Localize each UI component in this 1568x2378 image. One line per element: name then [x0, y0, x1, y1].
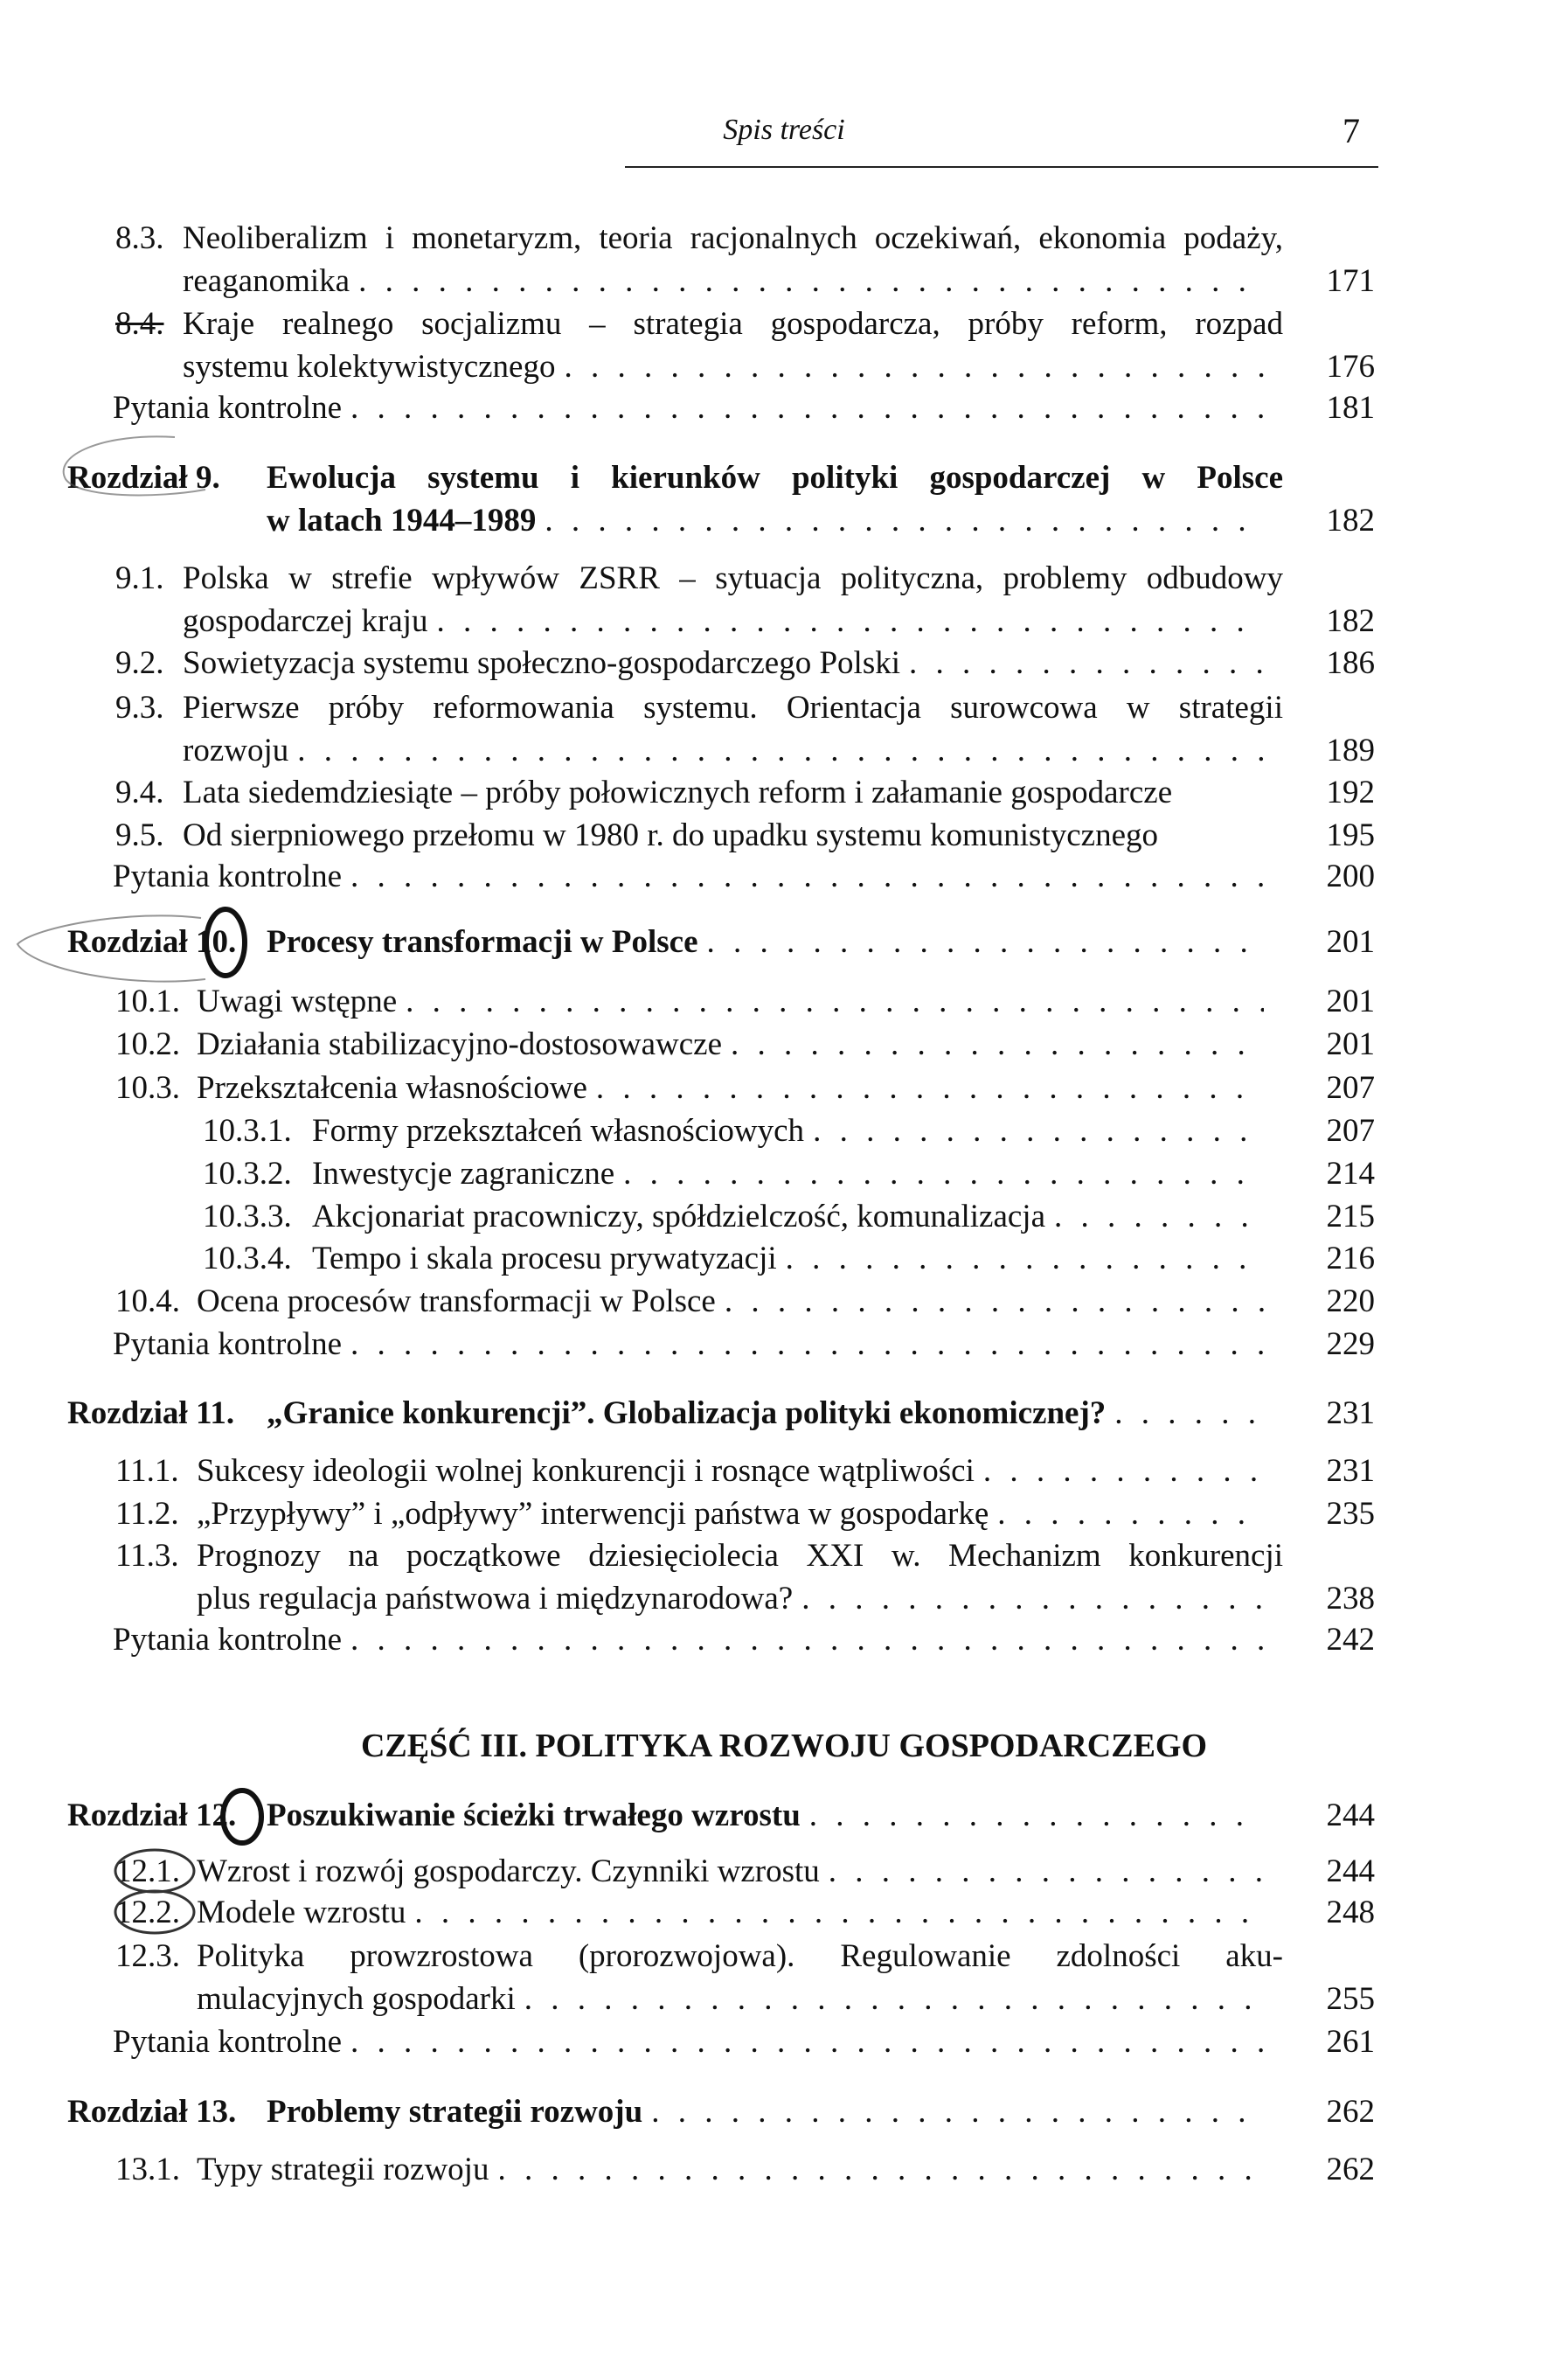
dot-leader — [1106, 1393, 1264, 1435]
dot-leader — [614, 1153, 1264, 1195]
toc-entry — [183, 815, 1375, 857]
toc-entry-title-line: Polska w strefie wpływów ZSRR – sytuacja polityczna, problemy odbudowy — [183, 560, 1283, 596]
toc-page-number: 214 — [1326, 1156, 1375, 1192]
toc-entry-number: Rozdział 12. — [67, 1797, 237, 1833]
dot-leader — [975, 1450, 1264, 1492]
toc-entry — [113, 1324, 1375, 1366]
toc-page-number: 201 — [1326, 984, 1375, 1019]
toc-page-number: 262 — [1326, 2094, 1375, 2130]
toc-entry — [113, 856, 1375, 898]
toc-entry-title-line: Neoliberalizm i monetaryzm, teoria racjonalnych oczekiwań, ekonomia podaży, — [183, 220, 1283, 256]
toc-chapter-entry — [267, 921, 1375, 963]
toc-entry-number: Rozdział 10. — [67, 924, 237, 960]
toc-entry-title-line: Pierwsze próby reformowania systemu. Orientacja surowcowa w strategii — [183, 690, 1283, 726]
dot-leader — [342, 2021, 1264, 2063]
toc-entry-number: 12.1. — [115, 1853, 180, 1889]
dot-leader — [900, 643, 1264, 685]
toc-entry-number: Rozdział 9. — [67, 460, 220, 496]
toc-entry-title: Wzrost i rozwój gospodarczy. Czynniki wzrostu — [197, 1853, 820, 1889]
dot-leader — [342, 856, 1264, 898]
toc-entry — [197, 1067, 1375, 1109]
dot-leader — [801, 1795, 1264, 1837]
toc-entry-number: Rozdział 13. — [67, 2094, 237, 2130]
toc-entry-title: „Przypływy” i „odpływy” interwencji państwa w gospodarkę — [197, 1496, 989, 1532]
toc-page-number: 176 — [1326, 349, 1375, 385]
dot-leader — [342, 387, 1264, 429]
toc-entry-title-line: Prognozy na początkowe dziesięciolecia XXI w. Mechanizm konkurencji — [197, 1538, 1283, 1574]
toc-entry-title: Tempo i skala procesu prywatyzacji — [312, 1241, 777, 1276]
toc-page-number: 244 — [1326, 1797, 1375, 1833]
toc-entry-title: Procesy transformacji w Polsce — [267, 924, 698, 960]
dot-leader — [777, 1238, 1264, 1280]
dot-leader — [427, 601, 1264, 643]
toc-entry-title: Typy strategii rozwoju — [197, 2152, 489, 2187]
toc-entry-number: 8.4. — [115, 306, 164, 342]
toc-entry-number: 10.3.2. — [203, 1156, 292, 1192]
toc-page-number: 207 — [1326, 1113, 1375, 1149]
toc-entry-title: Pytania kontrolne — [113, 1326, 343, 1362]
toc-entry — [312, 1196, 1375, 1238]
toc-entry-title: w latach 1944–1989 — [267, 503, 537, 539]
toc-entry — [312, 1238, 1375, 1280]
toc-page-number: 182 — [1326, 503, 1375, 539]
toc-entry — [197, 1024, 1375, 1066]
toc-chapter-entry — [267, 1393, 1375, 1435]
toc-entry-title: rozwoju — [183, 733, 289, 768]
toc-entry-title-line: Polityka prowzrostowa (prorozwojowa). Regulowanie zdolności aku- — [197, 1938, 1283, 1974]
toc-entry-title: systemu kolektywistycznego — [183, 349, 556, 385]
toc-page-number: 229 — [1326, 1326, 1375, 1362]
toc-entry-number: 11.2. — [115, 1496, 179, 1532]
toc-page-number: 181 — [1326, 390, 1375, 426]
toc-entry-title-line: Ewolucja systemu i kierunków polityki gospodarczej w Polsce — [267, 460, 1283, 496]
toc-page-number: 244 — [1326, 1853, 1375, 1889]
dot-leader — [288, 730, 1264, 772]
toc-entry-number: 11.3. — [115, 1538, 179, 1574]
toc-entry-number: 9.1. — [115, 560, 164, 596]
toc-entry-title: Problemy strategii rozwoju — [267, 2094, 643, 2130]
toc-entry-title: Modele wzrostu — [197, 1895, 406, 1930]
toc-page-number: 192 — [1326, 775, 1375, 810]
toc-page-number: 189 — [1326, 733, 1375, 768]
running-header-title: Spis treści — [723, 114, 845, 146]
toc-page-number: 195 — [1326, 817, 1375, 853]
toc-entry — [197, 1493, 1375, 1535]
toc-entry-title: Od sierpniowego przełomu w 1980 r. do upadku systemu komunistycznego — [183, 817, 1158, 853]
toc-page-number: 262 — [1326, 2152, 1375, 2187]
toc-entry-number: 10.3.1. — [203, 1113, 292, 1149]
toc-entry — [197, 981, 1375, 1023]
toc-entry-number: 10.3.4. — [203, 1241, 292, 1276]
dot-leader — [804, 1110, 1264, 1152]
toc-entry — [113, 1619, 1375, 1661]
toc-page-number: 248 — [1326, 1895, 1375, 1930]
toc-entry-number: 10.4. — [115, 1283, 180, 1319]
toc-page-number: 216 — [1326, 1241, 1375, 1276]
dot-leader — [716, 1281, 1264, 1323]
toc-entry-title: Sukcesy ideologii wolnej konkurencji i rosnące wątpliwości — [197, 1453, 975, 1489]
toc-page-number: 215 — [1326, 1199, 1375, 1234]
toc-page-number: 231 — [1326, 1453, 1375, 1489]
toc-page-number: 200 — [1326, 859, 1375, 894]
toc-entry-number: Rozdział 11. — [67, 1395, 235, 1431]
dot-leader — [698, 921, 1264, 963]
toc-page-number: 238 — [1326, 1581, 1375, 1617]
toc-entry-title: plus regulacja państwowa i międzynarodowa? — [197, 1581, 794, 1617]
toc-entry-number: 12.2. — [115, 1895, 180, 1930]
toc-entry-title: Pytania kontrolne — [113, 2024, 343, 2060]
toc-entry-number: 10.3.3. — [203, 1199, 292, 1234]
toc-page-number: 242 — [1326, 1622, 1375, 1658]
toc-entry-number: 10.1. — [115, 984, 180, 1019]
toc-entry-title: Poszukiwanie ścieżki trwałego wzrostu — [267, 1797, 801, 1833]
toc-page-number: 261 — [1326, 2024, 1375, 2060]
toc-chapter-entry — [267, 1795, 1375, 1837]
toc-entry-title: Przekształcenia własnościowe — [197, 1070, 587, 1106]
toc-entry-title: Akcjonariat pracowniczy, spółdzielczość, komunalizacja — [312, 1199, 1045, 1234]
toc-entry — [197, 1450, 1375, 1492]
toc-entry-number: 12.3. — [115, 1938, 180, 1974]
dot-leader — [587, 1067, 1264, 1109]
dot-leader — [489, 2149, 1264, 2191]
toc-entry-number: 9.5. — [115, 817, 164, 853]
toc-page-number: 231 — [1326, 1395, 1375, 1431]
toc-entry-title: Pytania kontrolne — [113, 390, 343, 426]
toc-entry — [197, 1578, 1375, 1620]
toc-entry — [183, 261, 1375, 302]
toc-entry-title: Działania stabilizacyjno-dostosowawcze — [197, 1026, 723, 1062]
toc-entry-title: reaganomika — [183, 263, 350, 299]
part-heading: CZĘŚĆ III. POLITYKA ROZWOJU GOSPODARCZEGO — [360, 1728, 1208, 1764]
toc-entry — [113, 2021, 1375, 2063]
toc-entry — [183, 346, 1375, 388]
dot-leader — [989, 1493, 1264, 1535]
toc-page-number: 182 — [1326, 603, 1375, 639]
toc-entry — [113, 387, 1375, 429]
dot-leader — [350, 261, 1264, 302]
dot-leader — [820, 1851, 1264, 1893]
toc-entry-number: 10.2. — [115, 1026, 180, 1062]
toc-entry — [197, 1281, 1375, 1323]
toc-page-number: 201 — [1326, 924, 1375, 960]
dot-leader — [342, 1619, 1264, 1661]
toc-entry-title: Formy przekształceń własnościowych — [312, 1113, 805, 1149]
dot-leader — [536, 500, 1264, 542]
toc-entry — [312, 1110, 1375, 1152]
toc-entry-number: 13.1. — [115, 2152, 180, 2187]
dot-leader — [793, 1578, 1264, 1620]
toc-entry-title: gospodarczej kraju — [183, 603, 428, 639]
page-number: 7 — [1343, 111, 1360, 150]
toc-entry-title: Sowietyzacja systemu społeczno-gospodarczego Polski — [183, 645, 900, 681]
dot-leader — [1045, 1196, 1264, 1238]
toc-entry-number: 9.4. — [115, 775, 164, 810]
dot-leader — [555, 346, 1264, 388]
toc-entry — [183, 772, 1375, 814]
toc-entry-title: Uwagi wstępne — [197, 984, 398, 1019]
toc-page-number: 171 — [1326, 263, 1375, 299]
toc-entry-number: 9.2. — [115, 645, 164, 681]
toc-entry-title: Pytania kontrolne — [113, 1622, 343, 1658]
toc-page-number: 235 — [1326, 1496, 1375, 1532]
toc-page-number: 201 — [1326, 1026, 1375, 1062]
toc-entry — [183, 601, 1375, 643]
dot-leader — [342, 1324, 1264, 1366]
toc-entry-title: Ocena procesów transformacji w Polsce — [197, 1283, 716, 1319]
toc-entry-title: Lata siedemdziesiąte – próby połowicznych reform i załamanie gospodarcze — [183, 775, 1173, 810]
toc-page-number: 186 — [1326, 645, 1375, 681]
toc-entry — [183, 730, 1375, 772]
toc-entry-number: 9.3. — [115, 690, 164, 726]
toc-chapter-entry — [267, 500, 1375, 542]
toc-entry-title: Inwestycje zagraniczne — [312, 1156, 615, 1192]
dot-leader — [516, 1978, 1264, 2020]
toc-entry-number: 11.1. — [115, 1453, 179, 1489]
toc-entry-title: Pytania kontrolne — [113, 859, 343, 894]
toc-page-number: 207 — [1326, 1070, 1375, 1106]
toc-entry — [312, 1153, 1375, 1195]
toc-entry-title: „Granice konkurencji”. Globalizacja polityki ekonomicznej? — [267, 1395, 1107, 1431]
header-rule — [625, 166, 1378, 168]
toc-entry-number: 10.3. — [115, 1070, 180, 1106]
toc-entry-title: mulacyjnych gospodarki — [197, 1981, 516, 2017]
toc-page-number: 220 — [1326, 1283, 1375, 1319]
toc-entry — [197, 2149, 1375, 2191]
toc-entry — [197, 1892, 1375, 1934]
toc-entry-title-line: Kraje realnego socjalizmu – strategia gospodarcza, próby reform, rozpad — [183, 306, 1283, 342]
toc-entry — [197, 1978, 1375, 2020]
dot-leader — [397, 981, 1264, 1023]
toc-chapter-entry — [267, 2091, 1375, 2133]
dot-leader — [406, 1892, 1264, 1934]
dot-leader — [722, 1024, 1264, 1066]
toc-entry — [183, 643, 1375, 685]
dot-leader — [642, 2091, 1264, 2133]
toc-entry-number: 8.3. — [115, 220, 164, 256]
toc-page-number: 255 — [1326, 1981, 1375, 2017]
toc-entry — [197, 1851, 1375, 1893]
